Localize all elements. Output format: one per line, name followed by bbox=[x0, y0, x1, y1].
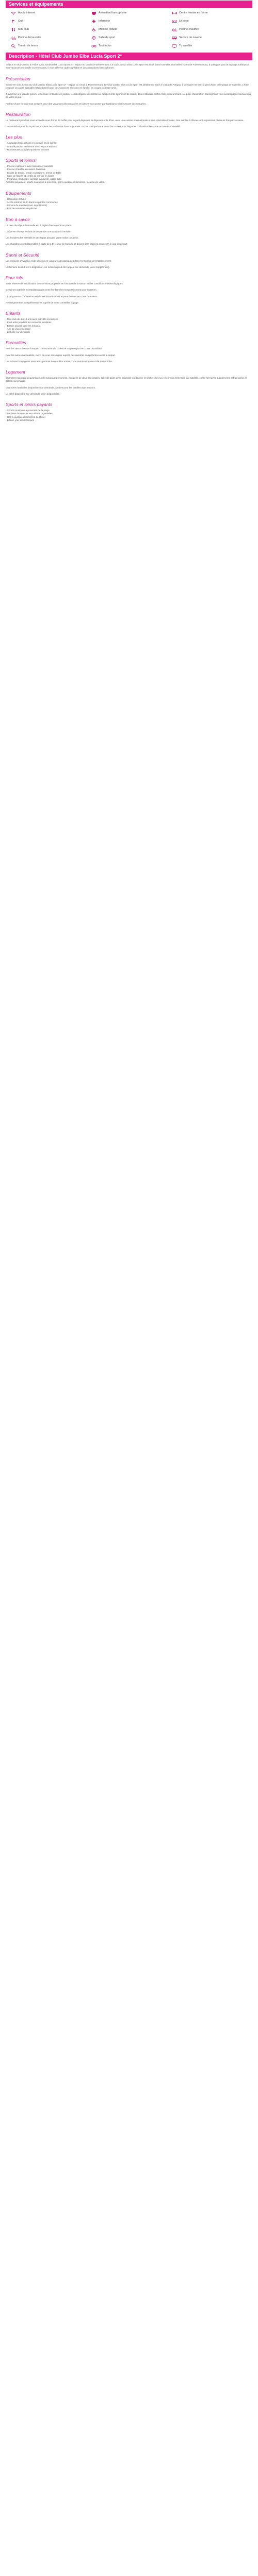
service-label: Piscine chauffée bbox=[179, 28, 199, 31]
service-label: Salle de sport bbox=[99, 36, 116, 40]
service-item bbox=[11, 28, 91, 31]
section-paragraph: Un snack-bar près de la piscine propose des collations dans la journée. Le bar principal vous attend en soirée pour déguster cocktails et boissons en toute convivialité. bbox=[6, 125, 181, 128]
service-label: Golf bbox=[18, 20, 23, 23]
section-paragraph: Profitez d'une formule tout compris pour des vacances décontractées et laissez-vous porter par l'ambiance chaleureuse des Canaries. bbox=[6, 102, 147, 105]
services-grid bbox=[6, 11, 252, 51]
section bbox=[6, 191, 252, 211]
section-paragraph: - Pétanque, fléchettes, aérobic, aquagym, water-polo bbox=[6, 178, 61, 180]
wheelchair-icon bbox=[91, 28, 96, 31]
section bbox=[6, 311, 252, 334]
section-paragraph: Ouvert sur une grande piscine extérieure entourée de jardins, le club dispose de nombreux équipements sportifs et de loisirs, d'un restaurant buffet et de plusieurs bars. L'équipe d'animation francophone vous accompagne tout au long de votre séjour. bbox=[6, 93, 251, 99]
service-item bbox=[11, 20, 91, 23]
service-label: Lit bébé bbox=[179, 20, 189, 23]
section-paragraph: - Bassin séparé pour les enfants bbox=[6, 324, 40, 327]
section-paragraph: Les horaires des activités et des repas peuvent varier selon la saison. bbox=[6, 236, 79, 239]
section bbox=[6, 112, 252, 129]
section-paragraph: La taxe de séjour éventuelle est à régler directement sur place. bbox=[6, 224, 72, 227]
section-title: Bon à savoir bbox=[6, 216, 30, 222]
tv-icon bbox=[172, 44, 177, 48]
section-paragraph: - Mini club de 4 à 12 ans avec activités encadrées bbox=[6, 318, 58, 320]
service-item bbox=[91, 36, 172, 40]
section-title: Sports et loisirs payants bbox=[6, 402, 53, 407]
section-paragraph: Le programme d'animation est donné à titre indicatif et peut évoluer en cours de saison. bbox=[6, 295, 98, 298]
section-paragraph: Séjour en club Jumbo au Club Jumbo Elba Lucía Sport 2* - Séjour ou circuit à Fuerteventura. Le Club Jumbo Elba Lucía Sport est idéalement situé à Costa de Antigua, à quelques minutes à pied d'une belle plage de sable fin. L'hôtel propose un cadre agréable et fonctionnel pour des vacances réussies en famille, en couple ou entre amis. bbox=[6, 83, 249, 89]
section bbox=[6, 369, 252, 396]
intro-text bbox=[6, 63, 252, 70]
section bbox=[6, 252, 252, 269]
service-item bbox=[172, 11, 252, 15]
section-paragraph: - Courts de tennis, terrain multisports, tennis de table bbox=[6, 171, 61, 174]
all-inclusive-icon bbox=[91, 44, 96, 48]
section-paragraph: Chambres familiales disponibles sur demande, idéales pour les familles avec enfants. bbox=[6, 386, 96, 389]
service-item bbox=[11, 44, 91, 48]
section-paragraph: - Piscine chauffée en saison hivernale bbox=[6, 168, 46, 171]
service-label: Centre remise en forme bbox=[179, 11, 208, 15]
section-paragraph: Les mesures d'hygiène et de sécurité en vigueur sont appliquées dans l'ensemble de l'établissement. bbox=[6, 259, 112, 262]
service-label: Piscine découverte bbox=[18, 36, 41, 40]
section bbox=[6, 340, 252, 363]
section-paragraph: - Prêt de serviettes de piscine bbox=[6, 207, 37, 210]
service-item bbox=[172, 44, 252, 48]
section-paragraph: - Lit bébé sur demande bbox=[6, 331, 30, 333]
section-paragraph: Les mineurs voyageant sans leurs parents doivent être munis d'une autorisation de sortie du territoire. bbox=[6, 360, 113, 363]
section-paragraph: - Salle de fitness et centre de remise en forme bbox=[6, 174, 54, 177]
service-item bbox=[172, 36, 252, 40]
section-title: Pour info bbox=[6, 275, 24, 280]
service-item bbox=[91, 20, 172, 23]
medical-cross-icon bbox=[91, 20, 96, 23]
section bbox=[6, 134, 252, 151]
section-title: Les plus bbox=[6, 134, 22, 140]
section-paragraph: Renseignements complémentaires auprès de votre conseiller voyage. bbox=[6, 301, 79, 304]
section bbox=[6, 76, 252, 106]
section-paragraph: - Billard, jeux électroniques bbox=[6, 418, 35, 421]
section-title: Restauration bbox=[6, 111, 31, 117]
service-item bbox=[172, 20, 252, 23]
section-title: Formalités bbox=[6, 340, 26, 346]
pool-icon bbox=[11, 36, 16, 40]
section-paragraph: - Service de navette (avec supplément) bbox=[6, 204, 47, 207]
service-item bbox=[91, 44, 172, 48]
section-paragraph: - Réception 24h/24 bbox=[6, 197, 26, 200]
intro-paragraph: Séjour en club Jumbo à l'Hôtel Club Jumbo Elba Lucía Sport 2* - Séjour ou circuit à Fuerteventura. Le Club Jumbo Elba Lucía Sport est situé dans l'une des plus belles zones de Fuerteventura, à quelques pas de la plage. Idéal pour vos vacances en famille ou entre amis, il vous offre un cadre agréable et des animations francophones. bbox=[6, 63, 249, 70]
offer-banner bbox=[6, 53, 252, 60]
section-title: Présentation bbox=[6, 76, 30, 81]
section bbox=[6, 158, 252, 184]
tennis-icon bbox=[11, 44, 16, 48]
section-paragraph: Les chambres sont disponibles à partir de 14h le jour de l'arrivée et doivent être libérées avant 12h le jour du départ. bbox=[6, 243, 128, 246]
wifi-icon bbox=[11, 11, 16, 15]
service-label: Terrain de tennis bbox=[18, 44, 39, 48]
section-title: Santé et Sécurité bbox=[6, 252, 40, 258]
section bbox=[6, 217, 252, 246]
section-paragraph: Activités payantes : sports nautiques à proximité, golf à quelques kilomètres, location de vélos. bbox=[6, 181, 105, 184]
section-paragraph: - Sports nautiques à proximité de la plage bbox=[6, 409, 50, 412]
dumbbell-icon bbox=[172, 11, 177, 15]
section-paragraph: - Animation francophone en journée et en soirée bbox=[6, 142, 57, 145]
golf-flag-icon bbox=[11, 20, 16, 23]
section-paragraph: Chambres standard pouvant accueillir jusqu'à 3 personnes, équipées de deux lits simples, salle de bains avec baignoire ou douche et sèche-cheveux, téléphone, télévision par satellite, coffre-fort (avec supplément), réfrigérateur et balcon ou terrasse. bbox=[6, 377, 247, 383]
service-label: Tv satellite bbox=[179, 44, 192, 48]
service-label: Infirmerie bbox=[99, 20, 110, 23]
service-item bbox=[172, 28, 252, 31]
section-paragraph: Certaines activités et installations peuvent être fermées temporairement pour entretien. bbox=[6, 289, 97, 292]
service-label: Tout inclus bbox=[99, 44, 112, 48]
service-label: Mini club bbox=[18, 28, 29, 31]
service-label: Service de navette bbox=[179, 36, 202, 40]
service-label: Mobilité réduite bbox=[99, 28, 117, 31]
sport-icon bbox=[91, 36, 96, 40]
section-paragraph: Sous réserve de modification des services proposés en fonction de la saison et des conditions météorologiques. bbox=[6, 282, 124, 285]
section-paragraph: - Golf à quelques kilomètres de l'hôtel bbox=[6, 415, 45, 418]
section-paragraph: L'hôtel se réserve le droit de demander une caution à l'arrivée. bbox=[6, 230, 71, 233]
section-paragraph: - Aire de jeux extérieure bbox=[6, 327, 31, 330]
service-item bbox=[91, 28, 172, 31]
crib-icon bbox=[172, 20, 177, 23]
mask-icon bbox=[91, 11, 96, 15]
section-title: Enfants bbox=[6, 311, 21, 316]
section-title: Equipements bbox=[6, 190, 31, 196]
section-paragraph: - Grande piscine extérieure avec espace enfants bbox=[6, 145, 57, 148]
kids-icon bbox=[11, 28, 16, 31]
section-title: Logement bbox=[6, 369, 25, 375]
description-sections bbox=[6, 76, 252, 422]
page bbox=[6, 1, 252, 422]
shuttle-icon bbox=[172, 36, 177, 40]
service-label: Accès internet bbox=[18, 11, 36, 15]
section-paragraph: Pour les autres nationalités, merci de vous renseigner auprès des autorités compétentes avant le départ. bbox=[6, 353, 116, 357]
section-paragraph: - Accès internet Wi-Fi dans les parties communes bbox=[6, 200, 58, 204]
section bbox=[6, 275, 252, 304]
offer-title: Description - Hôtel Club Jumbo Elba Lucía Sport 2* bbox=[9, 54, 122, 59]
section-paragraph: - Piscine extérieure avec transats et parasols bbox=[6, 165, 53, 167]
service-item bbox=[91, 11, 172, 15]
service-label: Animation francophone bbox=[99, 11, 127, 15]
pool-icon bbox=[172, 28, 177, 31]
section-paragraph: - Location de vélos et excursions organisées bbox=[6, 412, 53, 415]
service-item bbox=[11, 36, 91, 40]
section-paragraph: - Club ados pendant les vacances scolaires bbox=[6, 321, 52, 324]
services-title: Services et équipements bbox=[9, 2, 63, 7]
services-banner bbox=[6, 1, 252, 8]
section-paragraph: Pour les ressortissants français : carte nationale d'identité ou passeport en cours de validité. bbox=[6, 347, 103, 350]
section bbox=[6, 402, 252, 422]
section-paragraph: Le restaurant principal vous accueille sous forme de buffet pour le petit-déjeuner, le déjeuner et le dîner, avec une cuisine internationale et des spécialités locales. Des soirées à thème sont organisées plusieurs fois par semaine. bbox=[6, 118, 244, 122]
section-paragraph: L'infirmerie du club est à disposition, un médecin peut être appelé sur demande (avec supplément). bbox=[6, 265, 110, 268]
section-title: Sports et loisirs bbox=[6, 158, 36, 163]
section-paragraph: Lit bébé disponible sur demande selon disponibilité. bbox=[6, 392, 60, 395]
section-paragraph: - Nombreuses activités sportives incluses bbox=[6, 148, 50, 151]
service-item bbox=[11, 11, 91, 15]
